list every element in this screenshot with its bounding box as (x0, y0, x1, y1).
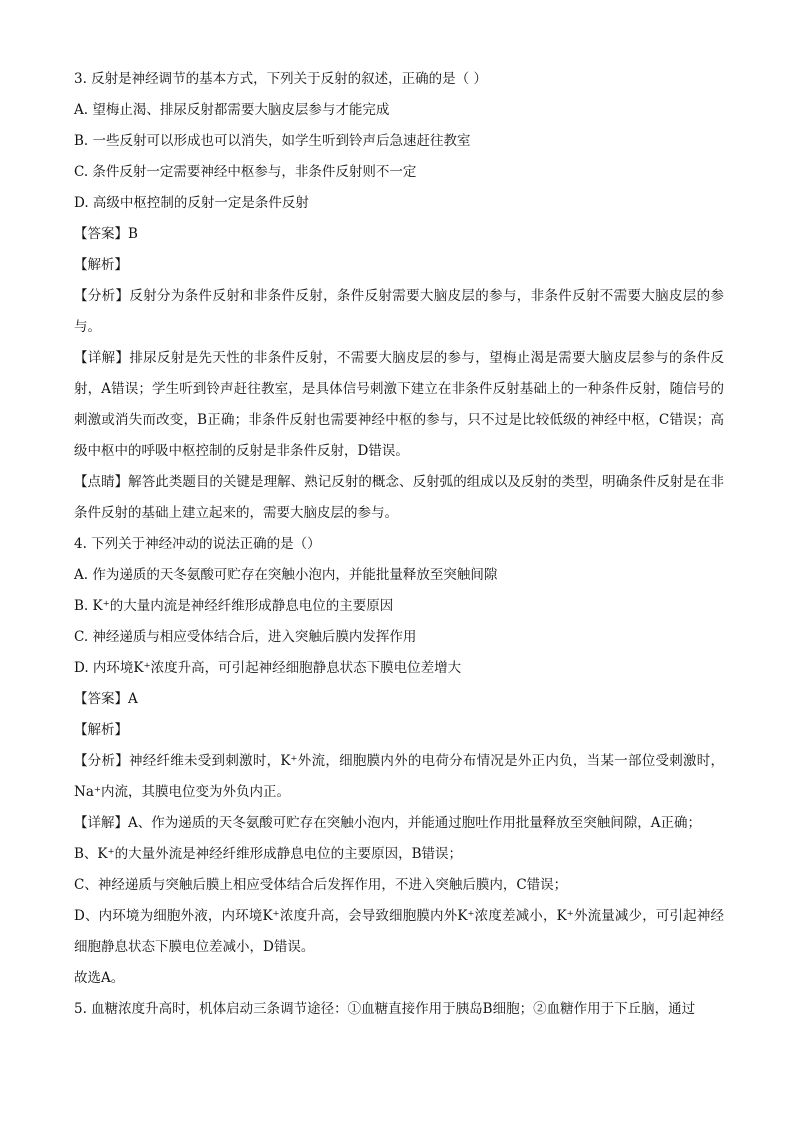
question-4-answer: 【答案】A (74, 691, 138, 707)
question-3-stem: 3. 反射是神经调节的基本方式，下列关于反射的叙述，正确的是（ ） (74, 71, 487, 87)
question-4-option-d: D. 内环境K⁺浓度升高，可引起神经细胞静息状态下膜电位差增大 (74, 660, 462, 676)
question-5-stem: 5. 血糖浓度升高时，机体启动三条调节途径：①血糖直接作用于胰岛B细胞；②血糖作用于下丘脑，通过 (74, 1001, 696, 1017)
question-4-option-a: A. 作为递质的天冬氨酸可贮存在突触小泡内，并能批量释放至突触间隙 (74, 567, 498, 583)
question-4-xiangjie-d: D、内环境为细胞外液，内环境K⁺浓度升高，会导致细胞膜内外K⁺浓度差减小，K⁺外流量减少，可引起神经细胞静息状态下膜电位差减小，D错误。 (74, 908, 724, 955)
question-3-fenxi: 【分析】反射分为条件反射和非条件反射，条件反射需要大脑皮层的参与，非条件反射不需要大脑皮层的参与。 (74, 288, 724, 335)
question-3-dianjing: 【点睛】解答此类题目的关键是理解、熟记反射的概念、反射弧的组成以及反射的类型，明确条件反射是在非条件反射的基础上建立起来的，需要大脑皮层的参与。 (74, 474, 724, 521)
question-4-fenxi: 【分析】神经纤维未受到刺激时，K⁺外流，细胞膜内外的电荷分布情况是外正内负，当某一部位受刺激时，Na⁺内流，其膜电位变为外负内正。 (74, 753, 724, 800)
question-3-option-b: B. 一些反射可以形成也可以消失，如学生听到铃声后急速赶往教室 (74, 133, 471, 149)
question-4-option-b: B. K⁺的大量内流是神经纤维形成静息电位的主要原因 (74, 598, 394, 614)
question-4-stem: 4. 下列关于神经冲动的说法正确的是（） (74, 536, 321, 552)
question-4-xiangjie-a: 【详解】A、作为递质的天冬氨酸可贮存在突触小泡内，并能通过胞吐作用批量释放至突触间隙，A正确； (74, 815, 701, 831)
question-4-xiangjie-c: C、神经递质与突触后膜上相应受体结合后发挥作用，不进入突触后膜内，C错误； (74, 877, 568, 893)
question-4-conclusion: 故选A。 (74, 970, 125, 986)
question-3-analysis-label: 【解析】 (74, 257, 128, 273)
question-4-analysis-label: 【解析】 (74, 722, 128, 738)
question-4-xiangjie-b: B、K⁺的大量外流是神经纤维形成静息电位的主要原因，B错误； (74, 846, 463, 862)
document-page (74, 64, 724, 1025)
question-4-option-c: C. 神经递质与相应受体结合后，进入突触后膜内发挥作用 (74, 629, 417, 645)
question-3-answer: 【答案】B (74, 226, 138, 242)
question-3-option-c: C. 条件反射一定需要神经中枢参与，非条件反射则不一定 (74, 164, 417, 180)
question-3-option-a: A. 望梅止渴、排尿反射都需要大脑皮层参与才能完成 (74, 102, 390, 118)
question-3-xiangjie: 【详解】排尿反射是先天性的非条件反射，不需要大脑皮层的参与，望梅止渴是需要大脑皮层参与的条件反射，A错误；学生听到铃声赶往教室，是具体信号刺激下建立在非条件反射基础上的一种条件反射，随信号的刺激或消失而改变，B正确；非条件反射也需要神经中枢的参与，只不过是比较低级的神经中枢，C错误；高级中枢中的呼吸中枢控制的反射是非条件反射，D错误。 (74, 350, 724, 459)
question-3-option-d: D. 高级中枢控制的反射一定是条件反射 (74, 195, 309, 211)
